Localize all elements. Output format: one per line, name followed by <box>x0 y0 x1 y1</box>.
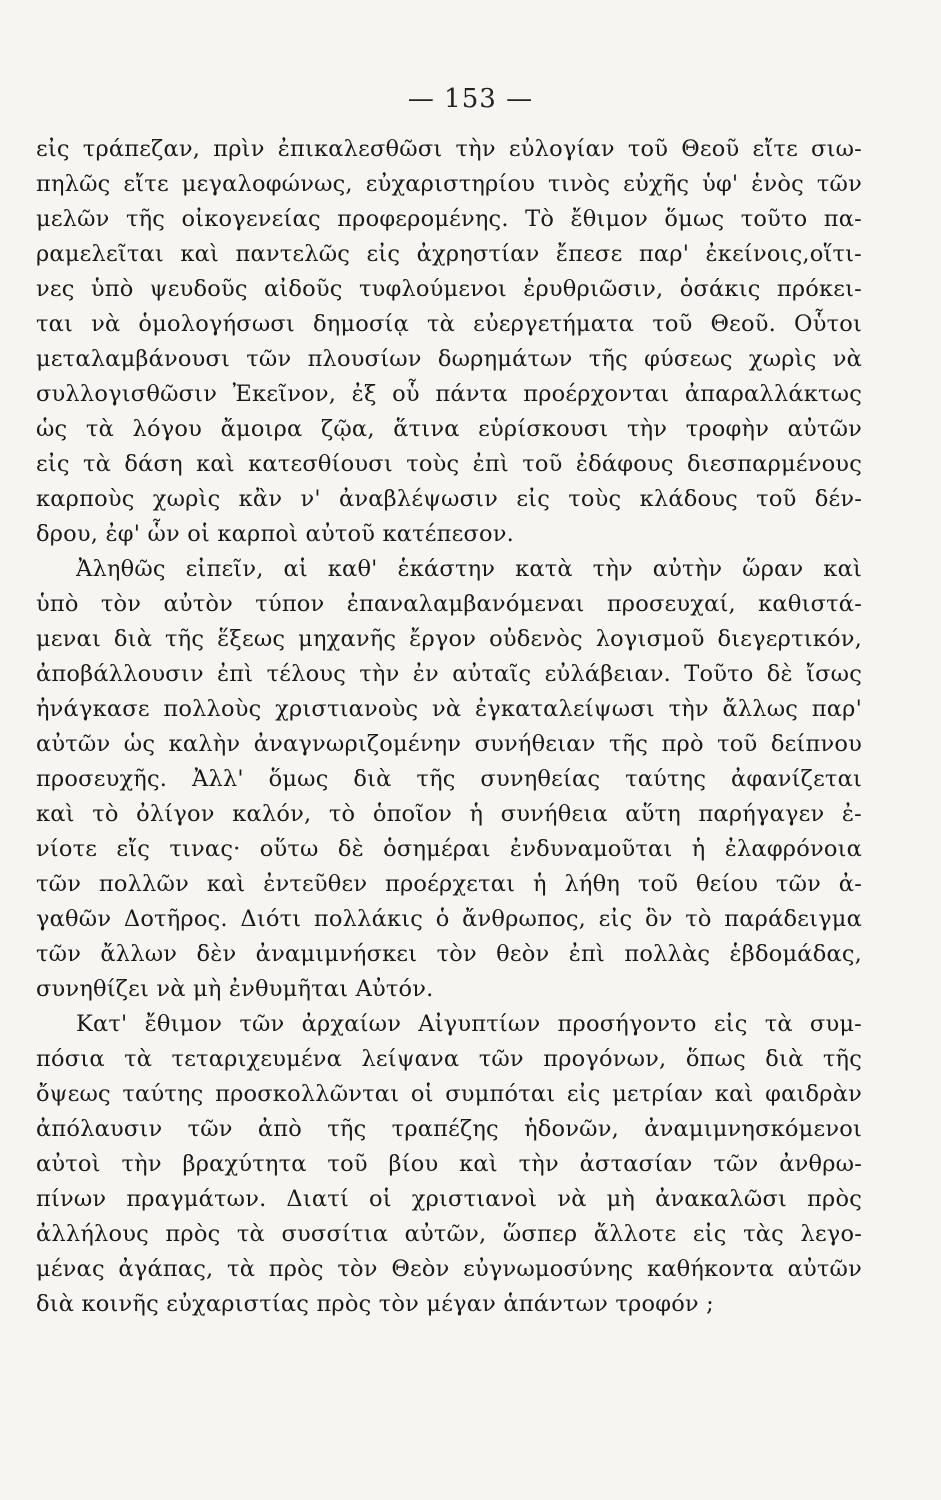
text-line: Ἀληθῶς εἰπεῖν, αἱ καθ' ἑκάστην κατὰ τὴν αὐτὴν ὥραν καὶ <box>76 556 862 582</box>
text-line: πόσια τὰ τεταριχευμένα λείψανα τῶν προγόνων, ὅπως διὰ τῆς <box>36 1046 862 1072</box>
text-line: τῶν πολλῶν καὶ ἐντεῦθεν προέρχεται ἡ λήθη τοῦ θείου τῶν ἀ- <box>36 871 862 897</box>
text-line: ἠνάγκασε πολλοὺς χριστιανοὺς νὰ ἐγκαταλείψωσι τὴν ἄλλως παρ' <box>36 696 862 722</box>
text-line: συλλογισθῶσιν Ἐκεῖνον, ἐξ οὗ πάντα προέρχονται ἀπαραλλάκτως <box>36 381 862 407</box>
text-line: ἀποβάλλουσιν ἐπὶ τέλους τὴν ἐν αὐταῖς εὐλάβειαν. Τοῦτο δὲ ἴσως <box>36 661 862 687</box>
text-line: δρου, ἐφ' ὧν οἱ καρποὶ αὐτοῦ κατέπεσον. <box>36 521 514 547</box>
text-line: διὰ κοινῆς εὐχαριστίας πρὸς τὸν μέγαν ἁπάντων τροφόν ; <box>36 1291 714 1317</box>
text-line: εἰς τράπεζαν, πρὶν ἐπικαλεσθῶσι τὴν εὐλογίαν τοῦ Θεοῦ εἴτε σιω- <box>36 136 862 162</box>
text-line: τῶν ἄλλων δὲν ἀναμιμνήσκει τὸν θεὸν ἐπὶ πολλὰς ἑβδομάδας, <box>36 941 862 967</box>
body-text <box>36 132 862 1322</box>
text-line: ἀπόλαυσιν τῶν ἀπὸ τῆς τραπέζης ἡδονῶν, ἀναμιμνησκόμενοι <box>36 1116 862 1142</box>
text-line: ραμελεῖται καὶ παντελῶς εἰς ἀχρηστίαν ἔπεσε παρ' ἐκείνοις,οἵτι- <box>36 241 862 267</box>
text-line: αὐτοὶ τὴν βραχύτητα τοῦ βίου καὶ τὴν ἀστασίαν τῶν ἀνθρω- <box>36 1151 862 1177</box>
text-line: ἀλλήλους πρὸς τὰ συσσίτια αὐτῶν, ὥσπερ ἄλλοτε εἰς τὰς λεγο- <box>36 1221 862 1247</box>
text-line: μεναι διὰ τῆς ἕξεως μηχανῆς ἔργον οὐδενὸς λογισμοῦ διεγερτικόν, <box>36 626 862 652</box>
text-line: πίνων πραγμάτων. Διατί οἱ χριστιανοὶ νὰ μὴ ἀνακαλῶσι πρὸς <box>36 1186 862 1212</box>
text-line: γαθῶν Δοτῆρος. Διότι πολλάκις ὁ ἄνθρωπος, εἰς ὃν τὸ παράδειγμα <box>36 906 862 932</box>
text-line: εἰς τὰ δάση καὶ κατεσθίουσι τοὺς ἐπὶ τοῦ ἐδάφους διεσπαρμένους <box>36 451 862 477</box>
text-line: ται νὰ ὁμολογήσωσι δημοσίᾳ τὰ εὐεργετήματα τοῦ Θεοῦ. Οὗτοι <box>36 311 862 337</box>
text-line: καρποὺς χωρὶς κἂν ν' ἀναβλέψωσιν εἰς τοὺς κλάδους τοῦ δέν- <box>36 486 862 512</box>
text-line: συνηθίζει νὰ μὴ ἐνθυμῆται Αὐτόν. <box>36 976 434 1002</box>
text-line: πηλῶς εἴτε μεγαλοφώνως, εὐχαριστηρίου τινὸς εὐχῆς ὑφ' ἑνὸς τῶν <box>36 171 862 197</box>
text-line: καὶ τὸ ὀλίγον καλόν, τὸ ὁποῖον ἡ συνήθεια αὕτη παρήγαγεν ἐ- <box>36 801 862 827</box>
text-line: ὡς τὰ λόγου ἄμοιρα ζῷα, ἅτινα εὑρίσκουσι τὴν τροφὴν αὐτῶν <box>36 416 862 442</box>
text-line: μελῶν τῆς οἰκογενείας προφερομένης. Τὸ ἔθιμον ὅμως τοῦτο πα- <box>36 206 862 232</box>
text-line: νες ὑπὸ ψευδοῦς αἰδοῦς τυφλούμενοι ἐρυθριῶσιν, ὁσάκις πρόκει- <box>36 276 862 302</box>
text-line: ὑπὸ τὸν αὐτὸν τύπον ἐπαναλαμβανόμεναι προσευχαί, καθιστά- <box>36 591 862 617</box>
page-number: — 153 — <box>407 84 534 114</box>
text-line: νίοτε εἴς τινας· οὕτω δὲ ὁσημέραι ἐνδυναμοῦται ἡ ἐλαφρόνοια <box>36 836 862 862</box>
text-line: ὄψεως ταύτης προσκολλῶνται οἱ συμπόται εἰς μετρίαν καὶ φαιδρὰν <box>36 1081 862 1107</box>
text-line: αὐτῶν ὡς καλὴν ἀναγνωριζομένην συνήθειαν τῆς πρὸ τοῦ δείπνου <box>36 731 862 757</box>
text-line: Κατ' ἔθιμον τῶν ἀρχαίων Αἰγυπτίων προσήγοντο εἰς τὰ συμ- <box>76 1011 862 1037</box>
text-line: μένας ἀγάπας, τὰ πρὸς τὸν Θεὸν εὐγνωμοσύνης καθήκοντα αὐτῶν <box>36 1256 862 1282</box>
text-line: μεταλαμβάνουσι τῶν πλουσίων δωρημάτων τῆς φύσεως χωρὶς νὰ <box>36 346 862 372</box>
text-line: προσευχῆς. Ἀλλ' ὅμως διὰ τῆς συνηθείας ταύτης ἀφανίζεται <box>36 766 862 792</box>
